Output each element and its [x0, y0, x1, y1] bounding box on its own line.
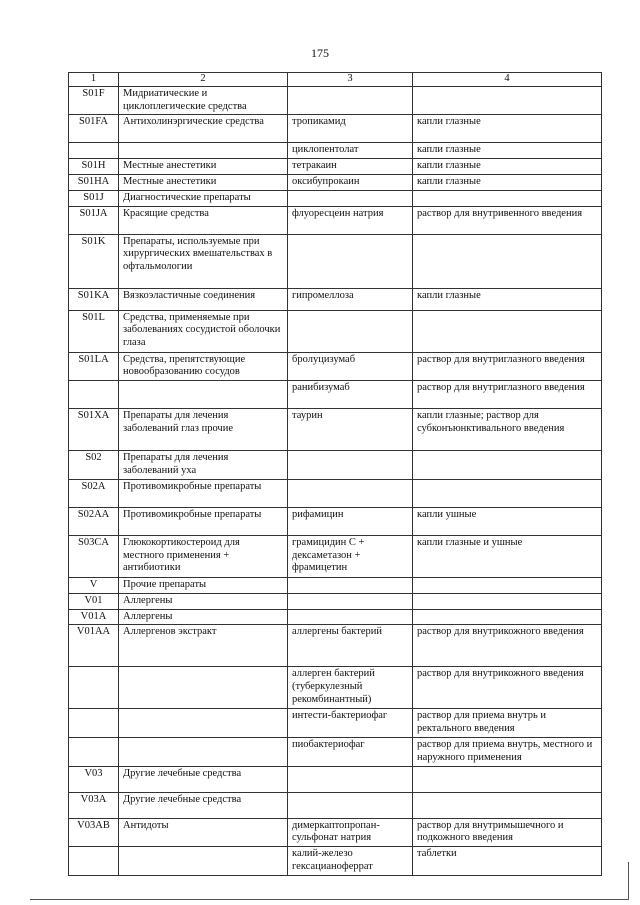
group-name: Антидоты: [119, 818, 288, 847]
group-name: Местные анестетики: [119, 159, 288, 175]
group-name: [119, 709, 288, 738]
table-row: [69, 609, 602, 625]
dosage-form: раствор для внутрикожного введения: [413, 667, 602, 709]
group-name: Противомикробные препараты: [119, 479, 288, 507]
header-col-3: 3: [288, 73, 413, 87]
atc-code: S01HA: [69, 174, 119, 190]
drug-name: [288, 451, 413, 480]
drug-name: тропикамид: [288, 115, 413, 143]
dosage-form: капли глазные: [413, 143, 602, 159]
group-name: Красящие средства: [119, 206, 288, 234]
group-name: Препараты, используемые при хирургических вмешательствах в офтальмологии: [119, 234, 288, 288]
atc-code: S01L: [69, 310, 119, 352]
dosage-form: капли глазные: [413, 174, 602, 190]
atc-code: S02A: [69, 479, 119, 507]
dosage-form: [413, 577, 602, 593]
atc-code: V03AB: [69, 818, 119, 847]
dosage-form: раствор для приема внутрь и ректального введения: [413, 709, 602, 738]
atc-code: S01F: [69, 86, 119, 115]
drug-name: аллергены бактерий: [288, 625, 413, 667]
table-row: [69, 593, 602, 609]
table-row: [69, 818, 602, 847]
table-row: [69, 381, 602, 409]
drug-name: грамицидин С + дексаметазон + фрамицетин: [288, 535, 413, 577]
group-name: Другие лечебные средства: [119, 766, 288, 792]
atc-code: S03CA: [69, 535, 119, 577]
atc-code: [69, 143, 119, 159]
dosage-form: раствор для внутривенного введения: [413, 206, 602, 234]
drug-name: [288, 577, 413, 593]
table-row: [69, 288, 602, 310]
dosage-form: [413, 86, 602, 115]
atc-code: V01: [69, 593, 119, 609]
drug-name: димеркаптопропан-сульфонат натрия: [288, 818, 413, 847]
group-name: Аллергены: [119, 593, 288, 609]
table-row: [69, 507, 602, 535]
drug-name: пиобактериофаг: [288, 737, 413, 766]
table-row: [69, 234, 602, 288]
group-name: Местные анестетики: [119, 174, 288, 190]
drug-name: [288, 86, 413, 115]
atc-code: [69, 847, 119, 876]
group-name: [119, 847, 288, 876]
table-row: [69, 766, 602, 792]
group-name: Мидриатические и циклоплегические средства: [119, 86, 288, 115]
table-row: [69, 792, 602, 818]
table-row: [69, 709, 602, 738]
dosage-form: [413, 609, 602, 625]
drug-name: [288, 479, 413, 507]
drug-name: [288, 190, 413, 206]
drug-name: флуоресцеин натрия: [288, 206, 413, 234]
group-name: Средства, применяемые при заболеваниях сосудистой оболочки глаза: [119, 310, 288, 352]
dosage-form: [413, 766, 602, 792]
atc-code: S01FA: [69, 115, 119, 143]
dosage-form: таблетки: [413, 847, 602, 876]
drug-name: бролуцизумаб: [288, 352, 413, 381]
atc-code: [69, 709, 119, 738]
drug-name: рифамицин: [288, 507, 413, 535]
table-row: [69, 577, 602, 593]
group-name: Аллергенов экстракт: [119, 625, 288, 667]
dosage-form: [413, 479, 602, 507]
group-name: Прочие препараты: [119, 577, 288, 593]
atc-code: [69, 737, 119, 766]
drug-name: [288, 234, 413, 288]
table-row: [69, 625, 602, 667]
dosage-form: капли глазные; раствор для субконъюнктивального введения: [413, 409, 602, 451]
atc-code: V: [69, 577, 119, 593]
group-name: Антихолинэргические средства: [119, 115, 288, 143]
dosage-form: капли глазные и ушные: [413, 535, 602, 577]
dosage-form: раствор для внутриглазного введения: [413, 381, 602, 409]
dosage-form: [413, 234, 602, 288]
atc-code: S02: [69, 451, 119, 480]
table-row: [69, 159, 602, 175]
table-row: [69, 86, 602, 115]
group-name: Средства, препятствующие новообразованию сосудов: [119, 352, 288, 381]
atc-code: S01J: [69, 190, 119, 206]
atc-code: S01K: [69, 234, 119, 288]
header-col-4: 4: [413, 73, 602, 87]
drug-table: [68, 72, 602, 876]
drug-name: [288, 609, 413, 625]
atc-code: V01A: [69, 609, 119, 625]
dosage-form: раствор для приема внутрь, местного и наружного применения: [413, 737, 602, 766]
group-name: Диагностические препараты: [119, 190, 288, 206]
dosage-form: капли глазные: [413, 288, 602, 310]
atc-code: V03: [69, 766, 119, 792]
drug-name: ранибизумаб: [288, 381, 413, 409]
drug-name: [288, 310, 413, 352]
drug-name: тетракаин: [288, 159, 413, 175]
atc-code: S01H: [69, 159, 119, 175]
dosage-form: капли глазные: [413, 115, 602, 143]
atc-code: [69, 667, 119, 709]
group-name: [119, 737, 288, 766]
header-col-1: 1: [69, 73, 119, 87]
atc-code: S01XA: [69, 409, 119, 451]
drug-name: аллерген бактерий (туберкулезный рекомбинантный): [288, 667, 413, 709]
dosage-form: [413, 593, 602, 609]
group-name: Вязкоэластичные соединения: [119, 288, 288, 310]
drug-name: [288, 792, 413, 818]
dosage-form: [413, 792, 602, 818]
dosage-form: [413, 190, 602, 206]
table-row: [69, 206, 602, 234]
table-row: [69, 174, 602, 190]
atc-code: S01LA: [69, 352, 119, 381]
table-row: [69, 310, 602, 352]
dosage-form: [413, 451, 602, 480]
dosage-form: раствор для внутриглазного введения: [413, 352, 602, 381]
table-row: [69, 667, 602, 709]
drug-name: циклопентолат: [288, 143, 413, 159]
page-side-rule: [628, 862, 629, 900]
dosage-form: капли ушные: [413, 507, 602, 535]
table-row: [69, 115, 602, 143]
group-name: Препараты для лечения заболеваний глаз прочие: [119, 409, 288, 451]
header-col-2: 2: [119, 73, 288, 87]
table-row: [69, 451, 602, 480]
dosage-form: [413, 310, 602, 352]
atc-code: [69, 381, 119, 409]
atc-code: S01JA: [69, 206, 119, 234]
table-row: [69, 409, 602, 451]
drug-name: интести-бактериофаг: [288, 709, 413, 738]
page-bottom-rule: [30, 899, 628, 900]
drug-name: [288, 593, 413, 609]
header-row: [69, 73, 602, 87]
dosage-form: раствор для внутримышечного и подкожного введения: [413, 818, 602, 847]
group-name: Противомикробные препараты: [119, 507, 288, 535]
group-name: [119, 143, 288, 159]
atc-code: S01KA: [69, 288, 119, 310]
table-row: [69, 479, 602, 507]
dosage-form: капли глазные: [413, 159, 602, 175]
drug-name: [288, 766, 413, 792]
group-name: Другие лечебные средства: [119, 792, 288, 818]
table-row: [69, 190, 602, 206]
page-number: 175: [311, 46, 329, 60]
group-name: [119, 381, 288, 409]
table-row: [69, 535, 602, 577]
drug-name: гипромеллоза: [288, 288, 413, 310]
group-name: Аллергены: [119, 609, 288, 625]
group-name: [119, 667, 288, 709]
table-row: [69, 847, 602, 876]
atc-code: V01AA: [69, 625, 119, 667]
atc-code: S02AA: [69, 507, 119, 535]
group-name: Препараты для лечения заболеваний уха: [119, 451, 288, 480]
group-name: Глюкокортикостероид для местного применения + антибиотики: [119, 535, 288, 577]
atc-code: V03A: [69, 792, 119, 818]
drug-name: калий-железо гексацианоферрат: [288, 847, 413, 876]
dosage-form: раствор для внутрикожного введения: [413, 625, 602, 667]
table-row: [69, 737, 602, 766]
table-row: [69, 143, 602, 159]
table-row: [69, 352, 602, 381]
drug-name: оксибупрокаин: [288, 174, 413, 190]
drug-name: таурин: [288, 409, 413, 451]
